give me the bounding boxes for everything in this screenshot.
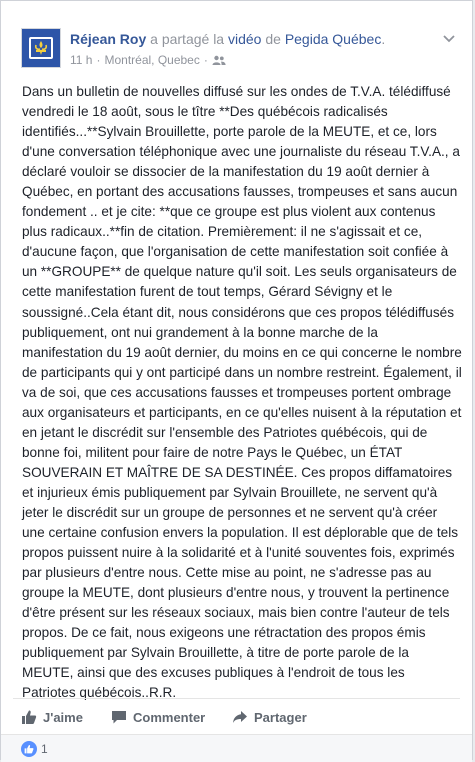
like-button[interactable]: [21, 709, 83, 725]
post-location[interactable]: Montréal, Quebec: [104, 53, 200, 67]
page-link[interactable]: Pegida Québec: [284, 31, 382, 47]
comment-label: Commenter: [133, 709, 206, 725]
of-text: de: [265, 31, 281, 47]
post-time[interactable]: 11 h: [70, 53, 93, 67]
thumbs-up-icon: [24, 744, 34, 754]
like-count[interactable]: 1: [41, 742, 48, 756]
action-bar: [13, 698, 460, 735]
post-header: [21, 25, 452, 69]
share-label: Partager: [254, 709, 307, 725]
meta-separator-2: ·: [203, 53, 208, 67]
meta-separator: ·: [96, 53, 101, 67]
like-reaction-icon[interactable]: [21, 741, 37, 757]
comment-bubble-icon: [111, 709, 127, 725]
chevron-down-icon[interactable]: [442, 31, 456, 45]
reactions-bar: [1, 734, 472, 762]
share-arrow-icon: [232, 709, 248, 725]
shared-text: a partagé la: [150, 31, 225, 47]
post-title-line: [70, 31, 385, 47]
author-name[interactable]: Réjean Roy: [70, 31, 147, 47]
post-meta: [70, 53, 226, 67]
share-button[interactable]: [232, 709, 307, 725]
fleur-de-lis-flag-icon: [25, 32, 57, 64]
avatar[interactable]: [21, 28, 61, 68]
like-label: J'aime: [43, 709, 83, 725]
comment-button[interactable]: [111, 709, 205, 725]
title-period: .: [381, 31, 386, 47]
post-body: Dans un bulletin de nouvelles diffusé sur les ondes de T.V.A. télédiffusé vendredi le 18 août, sous le tître **Des québécois radicalisés identifiés...**Sylvain Brouillette, porte parole de la MEUTE, et ce, lors d'une conversation téléphonique avec une journaliste du réseau T.V.A., a déclaré vouloir se dissocier de la manifestation du 19 août dernier à Québec, en portant des accusations fausses, trompeuses et sans aucun fondement .. et je cite: **que ce groupe est plus violent aux contenus plus radicaux..**fin de citation. Premièrement: il ne s'agissait et ce, d'aucune façon, que l'organisation de cette manifestation soit confiée à un **GROUPE** de quelque nature qu'il soit. Les seuls organisateurs de cette manifestation furent de tout temps, Gérard Sévigny et le soussigné..Cela étant dit, nous considérons que ces propos télédiffusés publiquement, ont nui grandement à la bonne marche de la manifestation du 19 août dernier, du moins en ce qui concerne le nombre de participants qui y ont participé dans un nombre restreint. Également, il va de soi, que ces accusations fausses et trompeuses portent ombrage aux organisateurs et participants, en ce qu'elles nuisent à la réputation et en jetant le discrédit sur l'ensemble des Patriotes québécois, qui de bonne foi, militent pour faire de notre Pays le Québec, un ÉTAT SOUVERAIN ET MAÎTRE DE SA DESTINÉE. Ces propos diffamatoires et injurieux émis publiquement par Sylvain Brouillete, ne servent qu'à jeter le discrédit sur un groupe de personnes et ne servent qu'à créer une certaine confusion envers la population. Il est déplorable que de tels propos puissent nuire à la solidarité et à l'unité souventes fois, exprimés par plusieurs d'entre nous. Cette mise au point, ne s'adresse pas au groupe la MEUTE, dont plusieurs d'entre nous, y trouvent la pertinence d'être présent sur les réseaux sociaux, mais bien contre l'auteur de tels propos. De ce fait, nous exigeons une rétractation des propos émis publiquement par Sylvain Brouillette, à titre de porte parole de la MEUTE, ainsi que des excuses publiques à l'endroit de tous les Patriotes québécois..R.R.: [22, 84, 462, 701]
thumbs-up-icon: [21, 709, 37, 725]
friends-icon[interactable]: [212, 55, 226, 66]
video-link[interactable]: vidéo: [227, 31, 262, 47]
